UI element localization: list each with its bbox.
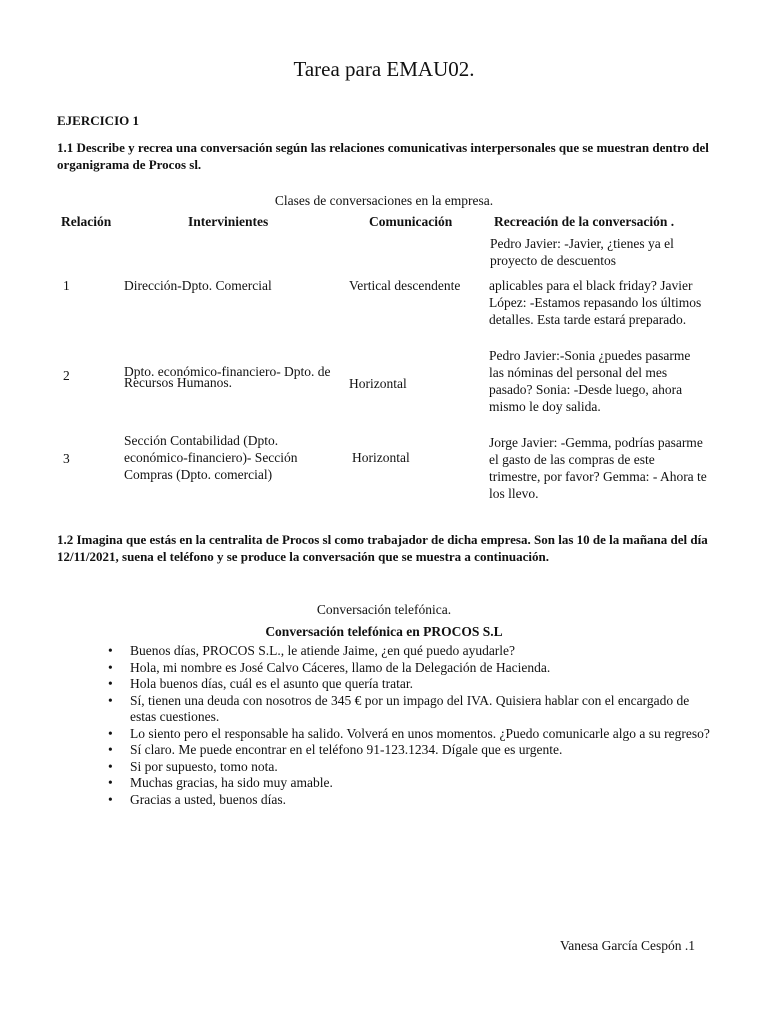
bullet-icon: •: [108, 775, 113, 790]
bullet-icon: •: [108, 725, 113, 741]
table-caption: Clases de conversaciones en la empresa.: [274, 193, 494, 208]
header-relacion: Relación: [61, 214, 112, 229]
row1-num: 1: [63, 278, 70, 293]
row2-intervinientes: Dpto. económico-financiero- Dpto. de Recursos Humanos.: [124, 364, 331, 390]
conversation-line: • Si por supuesto, tomo nota.: [108, 758, 278, 774]
bullet-icon: •: [108, 791, 113, 807]
row2-recreacion: Pedro Javier:-Sonia ¿puedes pasarme las nóminas del personal del mes pasado? Sonia: -Desde luego, ahora mismo le doy salida.: [489, 348, 691, 414]
row3-comunicacion: Horizontal: [352, 450, 410, 465]
bullet-icon: •: [108, 692, 113, 708]
conversation-line: • Gracias a usted, buenos días.: [108, 791, 286, 807]
conversation-line: • Lo siento pero el responsable ha salido. Volverá en unos momentos. ¿Puedo comunicarle algo a su regreso?: [108, 725, 710, 741]
conversation-list: [108, 643, 718, 808]
conversation-line: • Hola, mi nombre es José Calvo Cáceres, llamo de la Delegación de Hacienda.: [108, 659, 551, 675]
header-intervinientes: Intervinientes: [188, 214, 269, 229]
row1-recreacion: aplicables para el black friday? Javier López: -Estamos repasando los últimos detalles. Esta tarde estará preparado.: [489, 278, 702, 327]
conversation-line: • Sí, tienen una deuda con nosotros de 345 € por un impago del IVA. Quisiera hablar con el encargado de estas cuestiones.: [108, 692, 690, 724]
header-comunicacion: Comunicación: [369, 214, 453, 229]
row3-intervinientes: Sección Contabilidad (Dpto. económico-financiero)- Sección Compras (Dpto. comercial): [124, 433, 298, 482]
conversation-line: • Hola buenos días, cuál es el asunto que quería tratar.: [108, 676, 414, 691]
conversation-title: Conversación telefónica en PROCOS S.L: [265, 624, 503, 639]
row3-recreacion: Jorge Javier: -Gemma, podrías pasarme el gasto de las compras de este trimestre, por favor? Gemma: - Ahora te los llevo.: [489, 435, 707, 501]
row2-num: 2: [63, 368, 70, 383]
conversation-caption: Conversación telefónica.: [316, 602, 452, 617]
page-footer: Vanesa García Cespón .1: [560, 938, 695, 953]
question-1-2: 1.2 Imagina que estás en la centralita de Procos sl como trabajador de dicha empresa. Son las 10 de la mañana del día 12/11/2021, suena el teléfono y se produce la conversación que se muestra a continuación.: [57, 532, 708, 564]
header-recreacion: Recreación de la conversación .: [494, 214, 675, 229]
bullet-icon: •: [108, 742, 113, 757]
row1-intervinientes: Dirección-Dpto. Comercial: [124, 278, 272, 293]
conversation-line: • Buenos días, PROCOS S.L., le atiende Jaime, ¿en qué puedo ayudarle?: [108, 643, 516, 658]
exercise-heading: EJERCICIO 1: [57, 113, 139, 128]
conversation-line: • Sí claro. Me puede encontrar en el teléfono 91-123.1234. Dígale que es urgente.: [108, 742, 563, 757]
document-title: Tarea para EMAU02.: [293, 57, 475, 81]
conversation-line: • Muchas gracias, ha sido muy amable.: [108, 775, 333, 790]
question-1-1: 1.1 Describe y recrea una conversación según las relaciones comunicativas interpersonales que se muestran dentro del organigrama de Procos sl.: [57, 140, 709, 172]
row1-comunicacion: Vertical descendente: [349, 278, 461, 293]
bullet-icon: •: [108, 659, 113, 675]
row1-recreacion-top: Pedro Javier: -Javier, ¿tienes ya el proyecto de descuentos: [490, 236, 674, 268]
row3-num: 3: [63, 451, 70, 466]
bullet-icon: •: [108, 643, 113, 658]
row2-comunicacion: Horizontal: [349, 376, 407, 391]
bullet-icon: •: [108, 676, 113, 691]
bullet-icon: •: [108, 758, 113, 774]
